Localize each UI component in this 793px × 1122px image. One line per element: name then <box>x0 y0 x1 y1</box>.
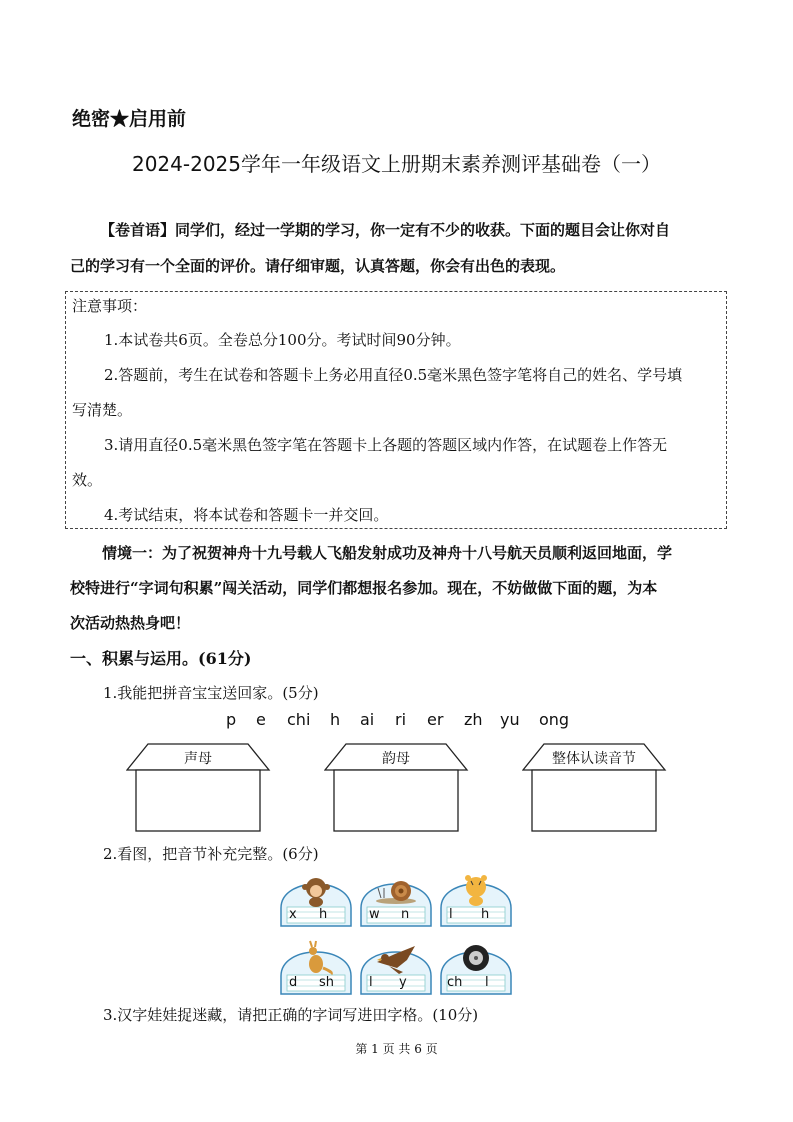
section-heading: 一、积累与运用。(61分) <box>70 649 252 668</box>
house-shengmu <box>126 743 271 833</box>
house-label: 韵母 <box>382 751 410 767</box>
scene-line-3: 次活动热热身吧！ <box>70 614 191 632</box>
house-label: 声母 <box>184 751 212 767</box>
page-footer: 第 1 页 共 6 页 <box>355 1042 438 1056</box>
question-3: 3.汉字娃娃捉迷藏，请把正确的字词写进田字格。(10分) <box>103 1006 479 1024</box>
picture-card <box>279 936 353 996</box>
syllable-final: y <box>399 975 407 990</box>
picture-card <box>439 868 513 928</box>
syllable-initial: l <box>449 907 453 922</box>
picture-card <box>359 936 433 996</box>
syllable-final: sh <box>319 975 335 990</box>
pinyin-item: h <box>330 710 341 729</box>
syllable-initial: d <box>289 975 298 990</box>
notice-item-4: 4.考试结束，将本试卷和答题卡一并交回。 <box>104 506 389 524</box>
picture-card <box>279 868 353 928</box>
syllable-final: n <box>401 907 410 922</box>
pinyin-item: zh <box>464 710 483 729</box>
picture-card <box>439 936 513 996</box>
preface-line-1: 【卷首语】同学们，经过一学期的学习，你一定有不少的收获。下面的题目会让你对自 <box>100 221 671 239</box>
pinyin-item: ai <box>360 710 375 729</box>
pinyin-item: er <box>427 710 444 729</box>
syllable-initial: l <box>369 975 373 990</box>
pinyin-item: yu <box>500 710 520 729</box>
picture-card <box>359 868 433 928</box>
question-2: 2.看图，把音节补充完整。(6分) <box>103 845 319 863</box>
notice-heading: 注意事项： <box>72 297 148 315</box>
syllable-final: h <box>319 907 328 922</box>
notice-item-2-cont: 写清楚。 <box>72 401 133 419</box>
syllable-initial: w <box>369 907 380 922</box>
syllable-final: l <box>485 975 489 990</box>
scene-line-2: 校特进行“字词句积累”闯关活动，同学们都想报名参加。现在，不妨做做下面的题，为本 <box>70 579 658 597</box>
preface-line-2: 己的学习有一个全面的评价。请仔细审题，认真答题，你会有出色的表现。 <box>70 257 566 275</box>
house-label: 整体认读音节 <box>552 751 636 767</box>
pinyin-item: p <box>226 710 237 729</box>
pinyin-item: chi <box>287 710 311 729</box>
notice-item-2: 2.答题前，考生在试卷和答题卡上务必用直径0.5毫米黑色签字笔将自己的姓名、学号填 <box>104 366 683 384</box>
page-title: 2024-2025学年一年级语文上册期末素养测评基础卷（一） <box>131 152 661 176</box>
scene-line-1: 情境一：为了祝贺神舟十九号载人飞船发射成功及神舟十八号航天员顺利返回地面，学 <box>102 544 673 562</box>
syllable-initial: x <box>289 907 297 922</box>
pinyin-item: ong <box>539 710 570 729</box>
house-zhengti <box>522 743 667 833</box>
syllable-initial: ch <box>447 975 463 990</box>
secret-mark: 绝密★启用前 <box>72 108 187 130</box>
notice-item-1: 1.本试卷共6页。全卷总分100分。考试时间90分钟。 <box>104 331 461 349</box>
question-1: 1.我能把拼音宝宝送回家。(5分) <box>103 684 319 702</box>
notice-box <box>65 291 727 529</box>
pinyin-item: e <box>256 710 266 729</box>
notice-item-3: 3.请用直径0.5毫米黑色签字笔在答题卡上各题的答题区域内作答，在试题卷上作答无 <box>104 436 668 454</box>
syllable-final: h <box>481 907 490 922</box>
house-yunmu <box>324 743 469 833</box>
pinyin-item: ri <box>395 710 407 729</box>
notice-item-3-cont: 效。 <box>72 471 103 489</box>
